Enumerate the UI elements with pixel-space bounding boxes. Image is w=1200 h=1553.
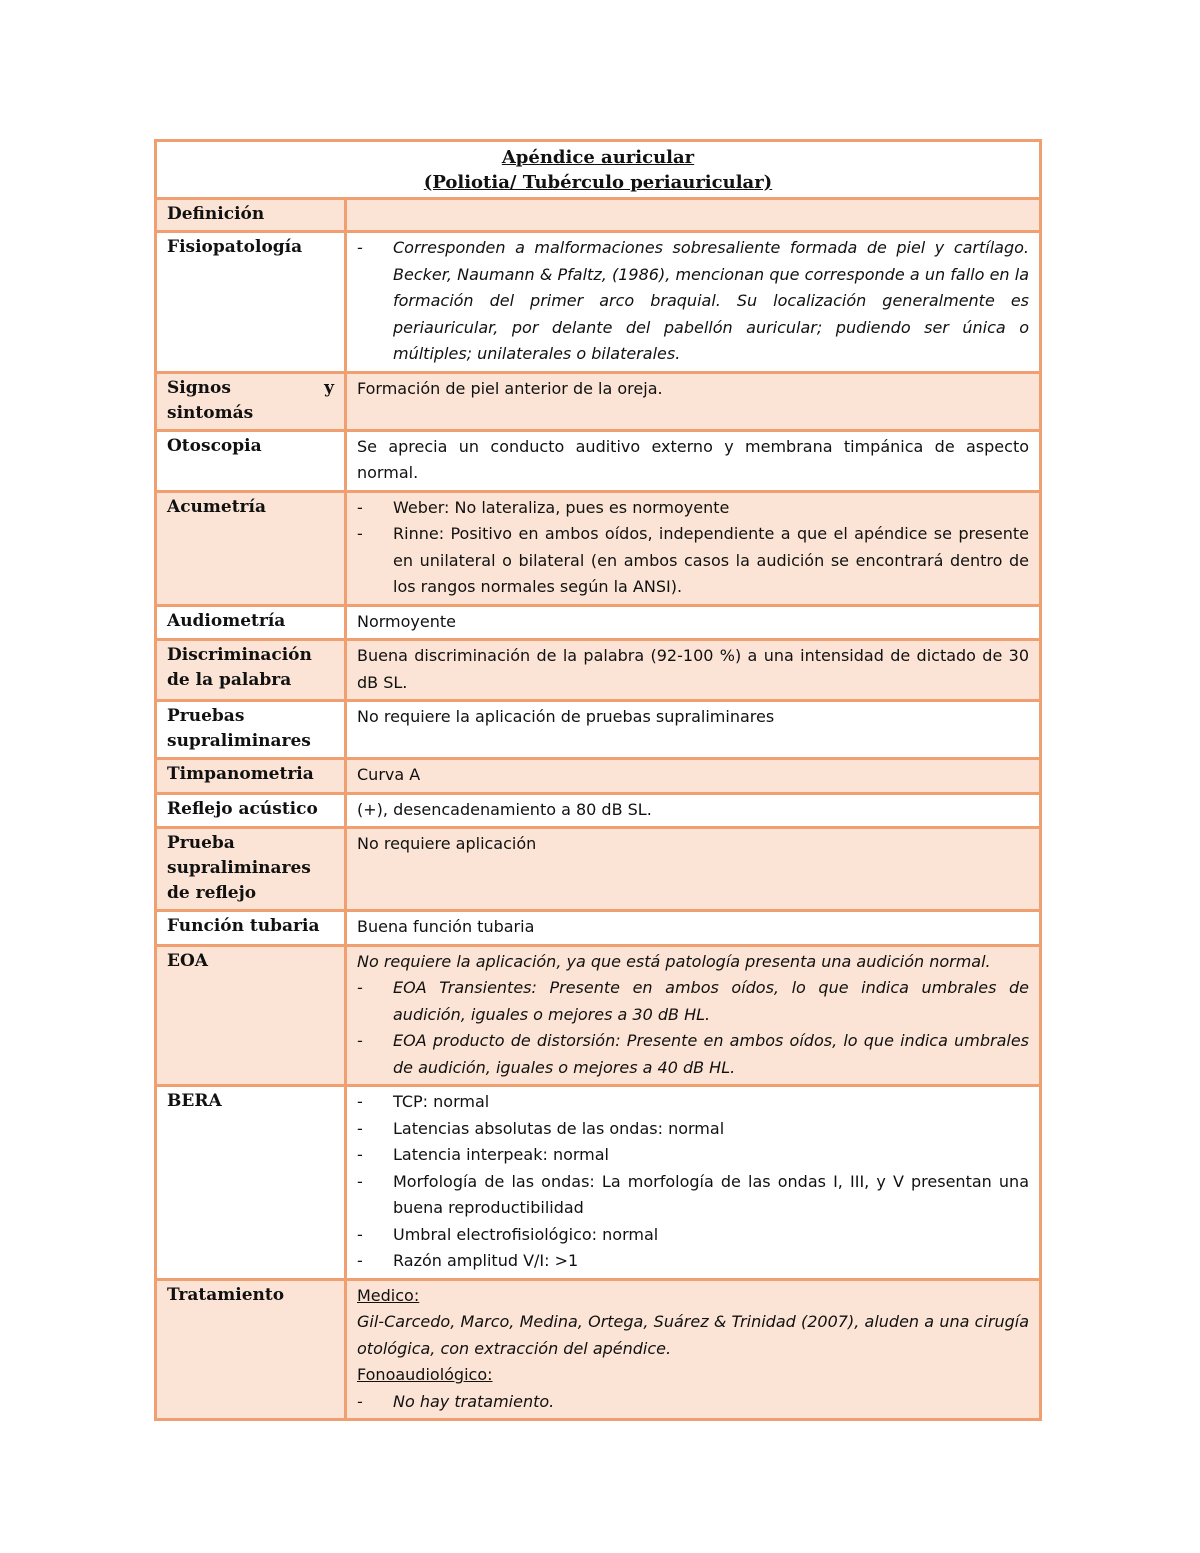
label-cell <box>156 945 346 1086</box>
label-cell <box>156 911 346 946</box>
bullet-list <box>357 975 1029 1081</box>
label-cell <box>156 1086 346 1280</box>
row-otoscopia <box>156 430 1041 491</box>
label-cell <box>156 759 346 794</box>
list-item: - Razón amplitud V/I: >1 <box>357 1248 1029 1275</box>
medico-heading <box>357 1283 1029 1310</box>
medico-heading-text: Medico: <box>357 1285 420 1305</box>
row-eoa <box>156 945 1041 1086</box>
row-label: Otoscopia <box>167 435 262 456</box>
row-label: Prueba supraliminares de reflejo <box>167 833 311 903</box>
list-item: - No hay tratamiento. <box>357 1389 1029 1416</box>
row-value: No requiere la aplicación de pruebas supraliminares <box>357 707 775 726</box>
row-pruebas-supraliminares <box>156 701 1041 759</box>
label-cell <box>156 793 346 828</box>
title-cell <box>156 141 1041 199</box>
table-subtitle: (Poliotia/ Tubérculo periauricular) <box>423 172 773 193</box>
list-item: - Latencias absolutas de las ondas: normal <box>357 1116 1029 1143</box>
value-cell <box>346 491 1041 605</box>
row-label: Función tubaria <box>167 916 320 936</box>
row-label: Tratamiento <box>167 1284 285 1305</box>
row-funcion-tubaria <box>156 911 1041 946</box>
value-cell <box>346 605 1041 640</box>
list-item: - Corresponden a malformaciones sobresaliente formada de piel y cartílago. Becker, Naumann & Pfaltz, (1986), mencionan que corresponde a un fallo en la formación del primer arco braquial. Su localización generalmente es periauricular, por delante del pabellón auricular; pudiendo ser única o múltiples; unilaterales o bilaterales. <box>357 235 1029 368</box>
row-discriminacion <box>156 640 1041 701</box>
list-item: - Weber: No lateraliza, pues es normoyente <box>357 495 1029 522</box>
list-item: - TCP: normal <box>357 1089 1029 1116</box>
row-label: Timpanometria <box>167 764 314 784</box>
value-cell <box>346 199 1041 232</box>
row-label: Reflejo acústico <box>167 798 318 819</box>
row-reflejo-acustico <box>156 793 1041 828</box>
label-cell <box>156 430 346 491</box>
label-cell <box>156 199 346 232</box>
document-page <box>154 139 1039 1421</box>
row-label: Acumetría <box>167 496 266 517</box>
row-label: Pruebas supraliminares <box>167 706 311 751</box>
value-cell <box>346 232 1041 373</box>
row-label-part: Signos <box>167 377 231 398</box>
row-value: No requiere la aplicación, ya que está patología presenta una audición normal. <box>357 951 991 971</box>
row-tratamiento <box>156 1279 1041 1420</box>
list-item: - Umbral electrofisiológico: normal <box>357 1222 1029 1249</box>
row-value: No requiere aplicación <box>357 834 537 853</box>
row-label <box>167 376 334 401</box>
bullet-list <box>357 235 1029 368</box>
row-timpanometria <box>156 759 1041 794</box>
row-value: Formación de piel anterior de la oreja. <box>357 378 663 398</box>
label-cell <box>156 372 346 430</box>
list-item: - EOA Transientes: Presente en ambos oídos, lo que indica umbrales de audición, iguales o mejores a 30 dB HL. <box>357 975 1029 1028</box>
row-fisiopatologia <box>156 232 1041 373</box>
label-cell <box>156 640 346 701</box>
value-cell <box>346 793 1041 828</box>
fono-heading <box>357 1362 1029 1389</box>
row-label-part: sintomás <box>167 402 254 423</box>
bullet-list <box>357 1389 1029 1416</box>
label-cell <box>156 701 346 759</box>
row-bera <box>156 1086 1041 1280</box>
row-value: Buena función tubaria <box>357 917 535 936</box>
list-item: - Rinne: Positivo en ambos oídos, independiente a que el apéndice se presente en unilateral o bilateral (en ambos casos la audición se encontrará dentro de los rangos normales según la ANSI). <box>357 521 1029 601</box>
value-cell <box>346 701 1041 759</box>
list-item: - EOA producto de distorsión: Presente en ambos oídos, lo que indica umbrales de audición, iguales o mejores a 40 dB HL. <box>357 1028 1029 1081</box>
row-prueba-reflejo <box>156 828 1041 911</box>
fono-heading-text: Fonoaudiológico: <box>357 1365 493 1384</box>
row-value: Se aprecia un conducto auditivo externo y membrana timpánica de aspecto normal. <box>357 436 1029 482</box>
value-cell <box>346 1279 1041 1420</box>
medico-text: Gil-Carcedo, Marco, Medina, Ortega, Suárez & Trinidad (2007), aluden a una cirugía otológica, con extracción del apéndice. <box>357 1312 1029 1358</box>
row-label: Definición <box>167 204 265 224</box>
label-cell <box>156 491 346 605</box>
table-title: Apéndice auricular <box>501 147 695 168</box>
value-cell <box>346 828 1041 911</box>
row-label-part: y <box>324 377 334 398</box>
row-label: Discriminación de la palabra <box>167 645 312 690</box>
row-value: Normoyente <box>357 611 456 631</box>
bullet-list <box>357 1089 1029 1275</box>
row-signos <box>156 372 1041 430</box>
row-label: EOA <box>167 950 208 971</box>
clinical-table <box>154 139 1042 1421</box>
label-cell <box>156 828 346 911</box>
row-label: BERA <box>167 1091 222 1111</box>
value-cell <box>346 759 1041 794</box>
row-acumetria <box>156 491 1041 605</box>
list-item: - Latencia interpeak: normal <box>357 1142 1029 1169</box>
value-cell <box>346 1086 1041 1280</box>
bullet-list <box>357 495 1029 601</box>
row-value: Curva A <box>357 765 421 784</box>
value-cell <box>346 372 1041 430</box>
row-audiometria <box>156 605 1041 640</box>
row-label: Audiometría <box>167 610 286 631</box>
row-label: Fisiopatología <box>167 237 303 257</box>
label-cell <box>156 232 346 373</box>
row-value: Buena discriminación de la palabra (92-100 %) a una intensidad de dictado de 30 dB SL. <box>357 646 1029 692</box>
value-cell <box>346 640 1041 701</box>
value-cell <box>346 945 1041 1086</box>
title-row <box>156 141 1041 199</box>
row-value: (+), desencadenamiento a 80 dB SL. <box>357 799 652 819</box>
label-cell <box>156 605 346 640</box>
list-item: - Morfología de las ondas: La morfología de las ondas I, III, y V presentan una buena reproductibilidad <box>357 1169 1029 1222</box>
row-definicion <box>156 199 1041 232</box>
value-cell <box>346 430 1041 491</box>
label-cell <box>156 1279 346 1420</box>
value-cell <box>346 911 1041 946</box>
